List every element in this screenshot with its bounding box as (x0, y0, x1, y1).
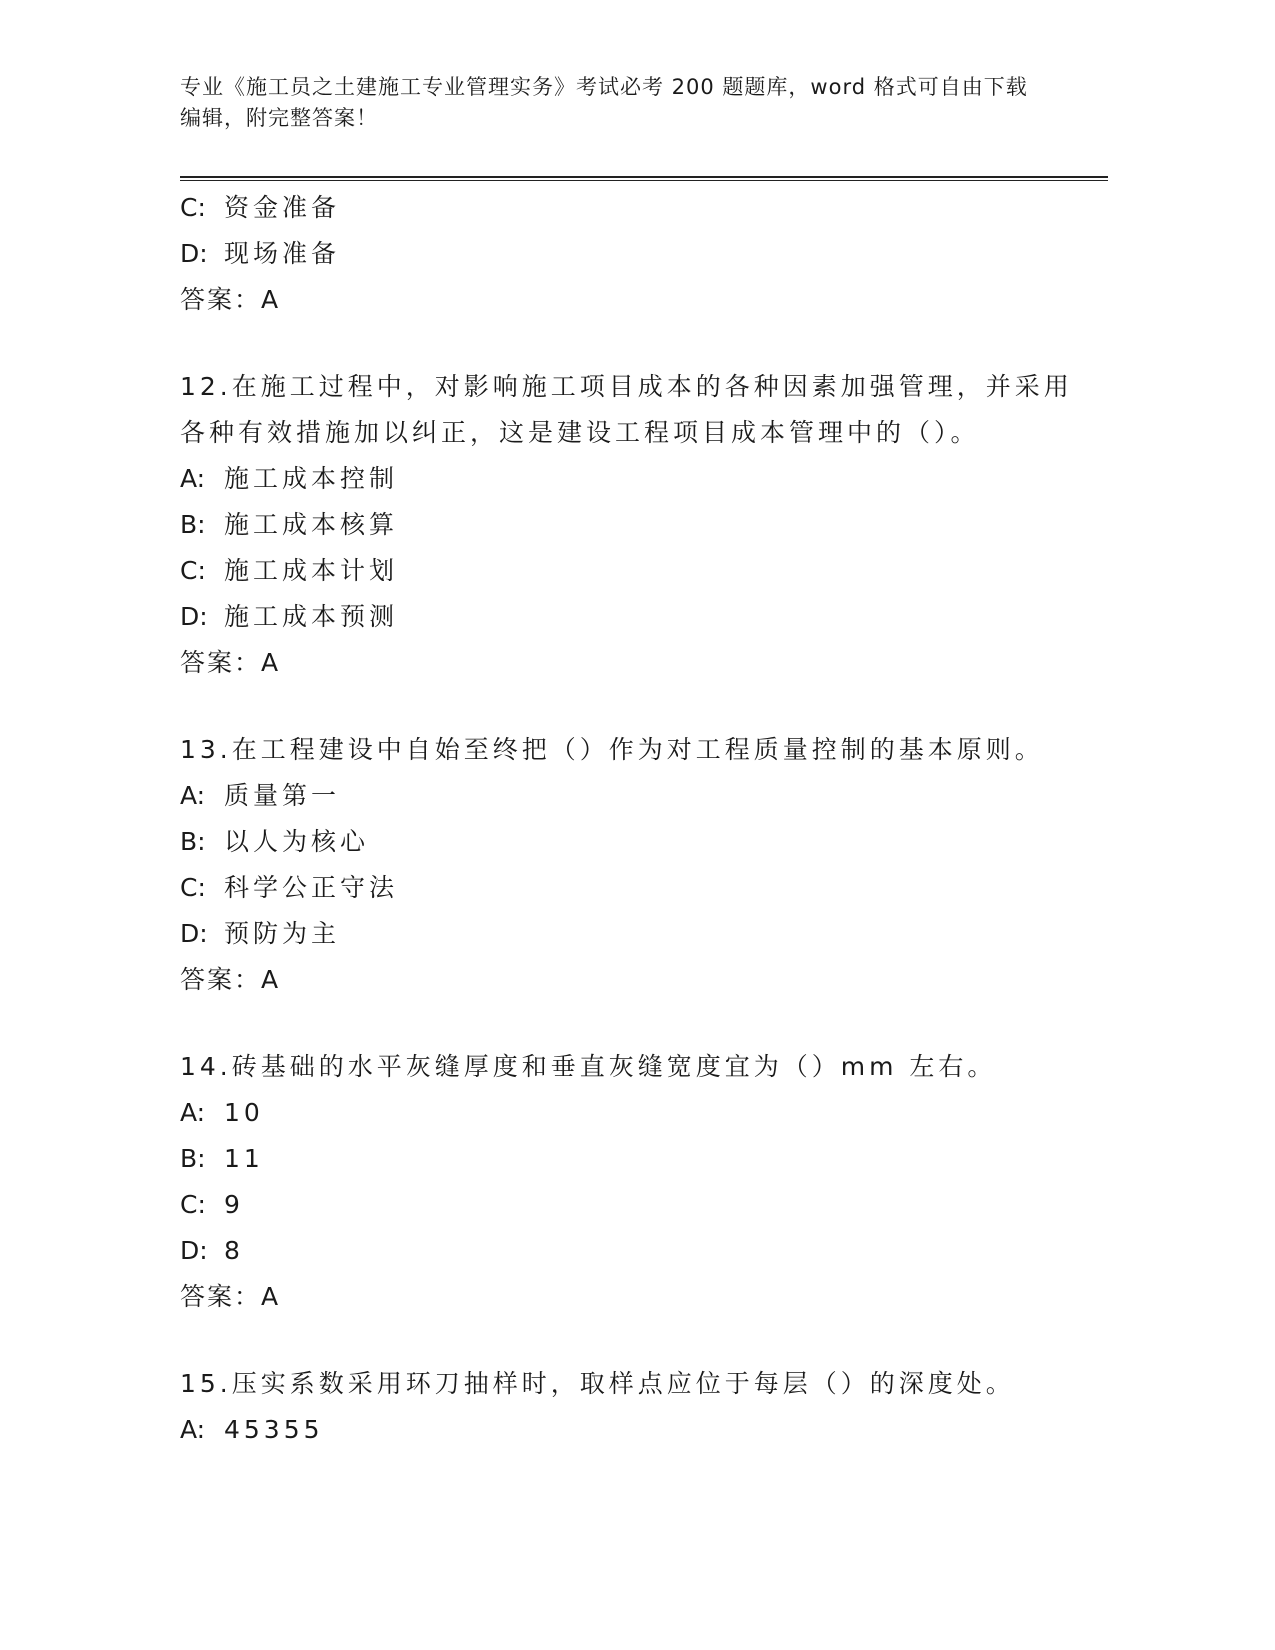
question-list (180, 185, 1110, 1453)
header-title: 专业《施工员之土建施工专业管理实务》考试必考 200 题题库，word 格式可自由下载编辑，附完整答案！ (180, 75, 1028, 130)
option-a (180, 456, 1110, 502)
option-text: 以人为核心 (224, 827, 370, 856)
option-text: 施工成本计划 (224, 556, 399, 585)
option-label: A: (180, 1415, 206, 1444)
answer-line: 答案：A (180, 965, 281, 994)
option-a (180, 1407, 1110, 1453)
option-label: C: (180, 556, 206, 585)
option-a (180, 1090, 1110, 1136)
option-label: B: (180, 510, 206, 539)
option-label: D: (180, 602, 208, 631)
question-text-line1: 14.砖基础的水平灰缝厚度和垂直灰缝宽度宜为（）mm 左右。 (180, 1052, 997, 1081)
option-label: A: (180, 464, 206, 493)
option-c (180, 185, 1110, 231)
option-text: 8 (224, 1236, 244, 1265)
header-divider (180, 176, 1108, 181)
option-d (180, 594, 1110, 640)
question-15 (180, 1361, 1110, 1453)
question-text-line1: 15.压实系数采用环刀抽样时，取样点应位于每层（）的深度处。 (180, 1369, 1015, 1398)
option-text: 质量第一 (224, 781, 341, 810)
option-text: 预防为主 (224, 919, 341, 948)
answer-line: 答案：A (180, 648, 281, 677)
option-c (180, 548, 1110, 594)
document-header (180, 72, 1040, 134)
option-label: B: (180, 827, 206, 856)
option-c (180, 1182, 1110, 1228)
option-b (180, 502, 1110, 548)
option-label: B: (180, 1144, 206, 1173)
option-label: D: (180, 919, 208, 948)
option-label: C: (180, 873, 206, 902)
question-text-line2: 各种有效措施加以纠正，这是建设工程项目成本管理中的（）。 (180, 418, 980, 447)
option-text: 45355 (224, 1415, 324, 1444)
option-text: 资金准备 (224, 193, 341, 222)
question-13 (180, 727, 1110, 1003)
option-d (180, 911, 1110, 957)
question-11-fragment (180, 185, 1110, 323)
option-label: D: (180, 239, 208, 268)
question-text-line1: 13.在工程建设中自始至终把（）作为对工程质量控制的基本原则。 (180, 735, 1044, 764)
question-text-line1: 12.在施工过程中，对影响施工项目成本的各种因素加强管理，并采用 (180, 372, 1073, 401)
option-b (180, 819, 1110, 865)
question-12 (180, 364, 1110, 686)
option-text: 施工成本控制 (224, 464, 399, 493)
option-label: C: (180, 1190, 206, 1219)
question-14 (180, 1044, 1110, 1320)
option-text: 科学公正守法 (224, 873, 399, 902)
option-label: A: (180, 1098, 206, 1127)
option-label: C: (180, 193, 206, 222)
option-text: 施工成本核算 (224, 510, 399, 539)
option-text: 9 (224, 1190, 244, 1219)
option-text: 11 (224, 1144, 264, 1173)
option-a (180, 773, 1110, 819)
option-text: 施工成本预测 (224, 602, 399, 631)
option-text: 10 (224, 1098, 264, 1127)
answer-line: 答案：A (180, 1282, 281, 1311)
option-text: 现场准备 (224, 239, 341, 268)
option-b (180, 1136, 1110, 1182)
option-c (180, 865, 1110, 911)
option-d (180, 1228, 1110, 1274)
option-d (180, 231, 1110, 277)
option-label: D: (180, 1236, 208, 1265)
answer-line: 答案：A (180, 285, 281, 314)
option-label: A: (180, 781, 206, 810)
